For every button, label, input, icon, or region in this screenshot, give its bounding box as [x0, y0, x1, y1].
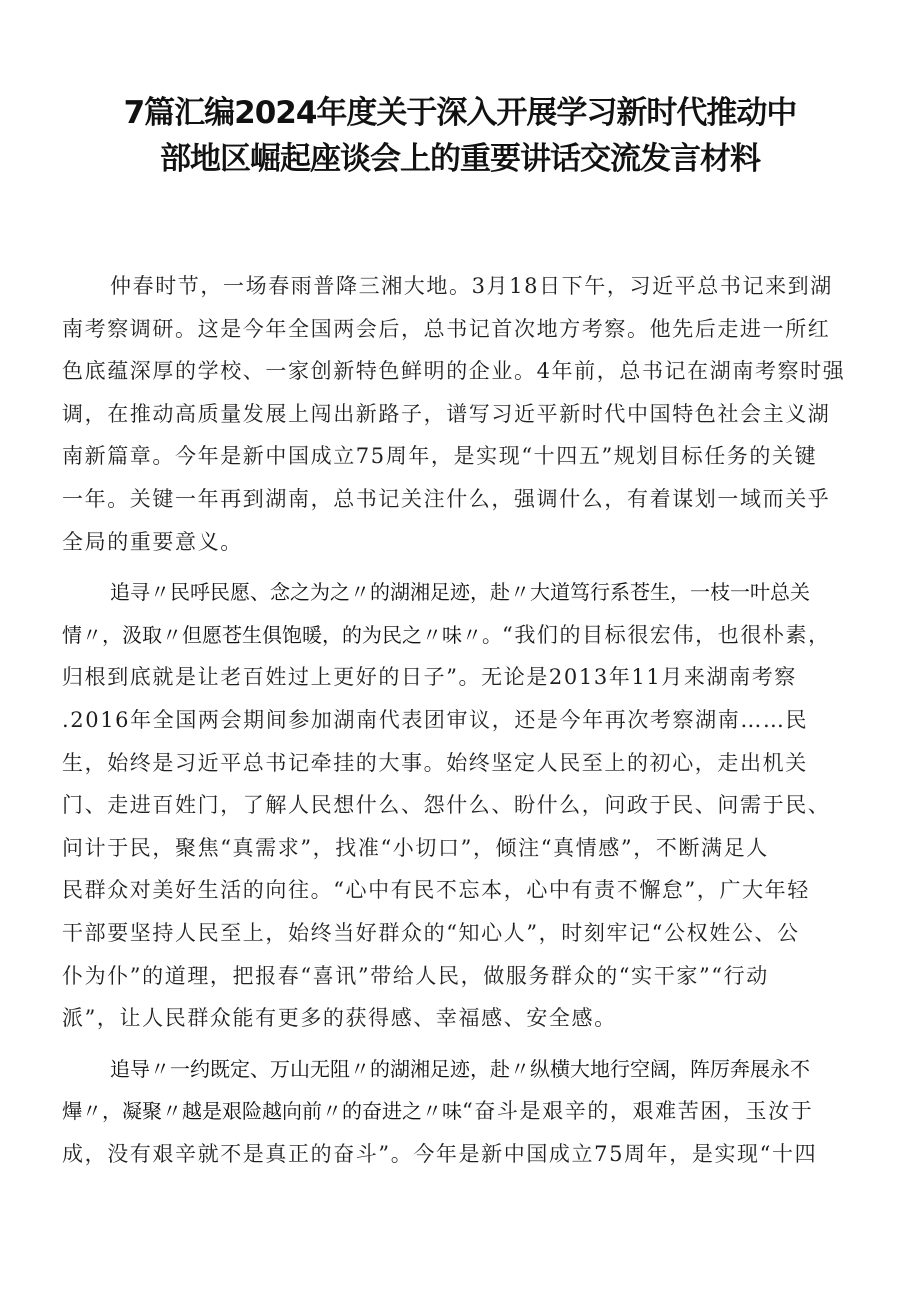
paragraph-1-line: 仲春时节，一场春雨普降三湘大地。3月18日下午，习近平总书记来到湖: [110, 274, 833, 298]
paragraph-3-line: 成，没有艰辛就不是真正的奋斗”。今年是新中国成立75周年，是实现“十四: [62, 1141, 818, 1166]
paragraph-2: [62, 571, 862, 1040]
paragraph-3-line: 追导〃一约既定、万山无阻〃的湖湘足迹，赴〃纵横大地行空阔，阵厉奔展永不: [110, 1056, 810, 1081]
paragraph-3-line-serif-part: “奋斗是艰辛的，艰难苦困，玉汝于: [462, 1099, 814, 1124]
paragraph-1-line: 调，在推动高质量发展上闯出新路子，谱写习近平新时代中国特色社会主义湖: [62, 401, 831, 426]
paragraph-2-line: 归根到底就是让老百姓过上更好的日子”。无论是2013年11月来湖南考察: [62, 665, 797, 690]
paragraph-1-line: 一年。关键一年再到湖南，总书记关注什么，强调什么，有着谋划一域而关乎: [62, 486, 831, 511]
paragraph-3-line: [62, 1090, 862, 1133]
document-title: [40, 90, 880, 182]
paragraph-2-line: 问计于民，聚焦“真需求”，找准“小切口”，倾注“真情感”，不断满足人: [62, 835, 769, 860]
paragraph-3-line-sans-part: 㷸〃，凝聚〃越是艰险越向前〃的奋进之〃味: [62, 1099, 462, 1124]
paragraph-2-line: 派”，让人民群众能有更多的获得感、幸福感、安全感。: [62, 1006, 617, 1031]
title-line-2: 部地区崛起座谈会上的重要讲话交流发言材料: [160, 141, 760, 177]
paragraph-2-line-serif-part: “我们的目标很宏伟，也很朴素，: [502, 622, 831, 647]
document-body: [62, 265, 862, 1175]
paragraph-2-line: .2016年全国两会期间参加湖南代表团审议，还是今年再次考察湖南……民: [62, 707, 809, 732]
paragraph-1-line: 南新篇章。今年是新中国成立75周年，是实现“十四五”规划目标任务的关键: [62, 444, 818, 469]
paragraph-1-line: 全局的重要意义。: [62, 529, 243, 554]
paragraph-2-line: 追寻〃民呼民愿、念之为之〃的湖湘足迹，赴〃大道笃行系苍生，一枝一叶总关: [110, 580, 810, 605]
paragraph-1: [62, 265, 862, 563]
paragraph-2-line-sans-part: 情〃，汲取〃但愿苍生俱饱暖，的为民之〃味〃。: [62, 622, 502, 647]
paragraph-spacer: [62, 1040, 862, 1048]
paragraph-2-line: 仆为仆”的道理，把报春“喜讯”带给人民，做服务群众的“实干家”“行动: [62, 963, 769, 988]
paragraph-spacer: [62, 563, 862, 571]
paragraph-2-line: 干部要坚持人民至上，始终当好群众的“知心人”，时刻牢记“公权姓公、公: [62, 920, 800, 945]
paragraph-2-line: 生，始终是习近平总书记牵挂的大事。始终坚定人民至上的初心，走出机关: [62, 750, 808, 775]
paragraph-2-line: 门、走进百姓门，了解人民想什么、怨什么、盼什么，问政于民、问需于民、: [62, 793, 831, 818]
paragraph-3: [62, 1048, 862, 1176]
paragraph-2-line: [62, 614, 862, 657]
paragraph-2-line: 民群众对美好生活的向往。“心中有民不忘本，心中有责不懈怠”，广大年轻: [62, 878, 810, 903]
paragraph-1-line: 南考察调研。这是今年全国两会后，总书记首次地方考察。他先后走进一所红: [62, 316, 831, 341]
title-line-1: 7篇汇编2024年度关于深入开展学习新时代推动中: [123, 95, 797, 131]
paragraph-1-line: 色底蕴深厚的学校、一家创新特色鲜明的企业。4年前，总书记在湖南考察时强: [62, 359, 846, 384]
